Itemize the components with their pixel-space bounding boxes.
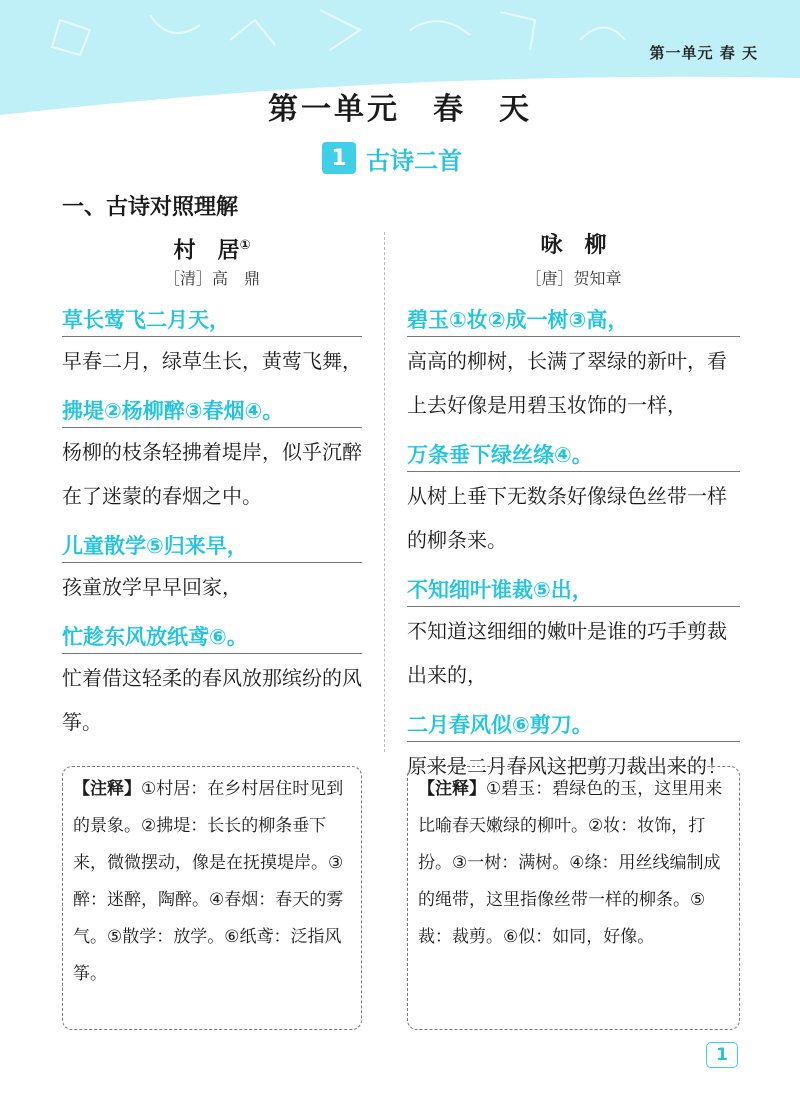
verse-line: 二月春风似⑥剪刀。 bbox=[407, 705, 740, 742]
translation-text: 早春二月，绿草生长，黄莺飞舞， bbox=[62, 349, 362, 373]
translation-text: 从树上垂下无数条好像绿色丝带一样的柳条来。 bbox=[407, 484, 727, 552]
running-header: 第一单元 春 天 bbox=[649, 44, 758, 62]
translation-text: 原来是二月春风这把剪刀裁出来的！ bbox=[407, 754, 727, 778]
poem-cunju bbox=[62, 228, 362, 744]
poem-yongliu bbox=[407, 228, 740, 788]
verse-line: 草长莺飞二月天， bbox=[62, 300, 362, 337]
translation-text: 杨柳的枝条轻拂着堤岸，似乎沉醉在了迷蒙的春烟之中。 bbox=[62, 440, 362, 508]
lesson-number-badge: 1 bbox=[322, 142, 356, 174]
annotation-box-yongliu bbox=[407, 766, 740, 1030]
poem-author: ［唐］贺知章 bbox=[525, 269, 622, 288]
verse-line: 忙趁东风放纸鸢⑥。 bbox=[62, 617, 362, 654]
annotation-text: ①村居：在乡村居住时见到的景象。②拂堤：长长的柳条垂下来，微微摆动，像是在抚摸堤岸。③醉：迷醉，陶醉。④春烟：春天的雾气。⑤散学：放学。⑥纸鸢：泛指风筝。 bbox=[73, 779, 344, 984]
annotation-label: 【注释】 bbox=[73, 779, 141, 799]
verse-line: 拂堤②杨柳醉③春烟④。 bbox=[62, 391, 362, 428]
annotation-box-cunju bbox=[62, 766, 362, 1030]
annotation-label: 【注释】 bbox=[418, 779, 486, 799]
verse-line: 儿童散学⑤归来早， bbox=[62, 526, 362, 563]
title-footnote-mark: ① bbox=[239, 238, 251, 253]
poem-title: 咏 柳 bbox=[540, 233, 607, 258]
annotation-text: ①碧玉：碧绿色的玉，这里用来比喻春天嫩绿的柳叶。②妆：妆饰，打扮。③一树：满树。④绦：用丝线编制成的绳带，这里指像丝带一样的柳条。⑤裁：裁剪。⑥似：如同，好像。 bbox=[418, 779, 723, 947]
translation-text: 孩童放学早早回家， bbox=[62, 575, 242, 599]
verse-line: 不知细叶谁裁⑤出， bbox=[407, 570, 740, 607]
poem-author: ［清］高 鼎 bbox=[163, 269, 260, 288]
column-divider bbox=[384, 232, 385, 752]
page-number: 1 bbox=[706, 1042, 738, 1068]
lesson-heading bbox=[322, 140, 462, 176]
unit-title: 第一单元 春 天 bbox=[268, 92, 532, 127]
verse-line: 万条垂下绿丝绦④。 bbox=[407, 435, 740, 472]
translation-text: 不知道这细细的嫩叶是谁的巧手剪裁出来的， bbox=[407, 619, 727, 687]
translation-text: 忙着借这轻柔的春风放那缤纷的风筝。 bbox=[62, 666, 362, 734]
lesson-title: 古诗二首 bbox=[366, 146, 462, 175]
poem-title: 村 居① bbox=[173, 238, 251, 264]
verse-line: 碧玉①妆②成一树③高， bbox=[407, 300, 740, 337]
section-heading: 一、古诗对照理解 bbox=[62, 195, 239, 220]
translation-text: 高高的柳树，长满了翠绿的新叶，看上去好像是用碧玉妆饰的一样， bbox=[407, 349, 727, 417]
